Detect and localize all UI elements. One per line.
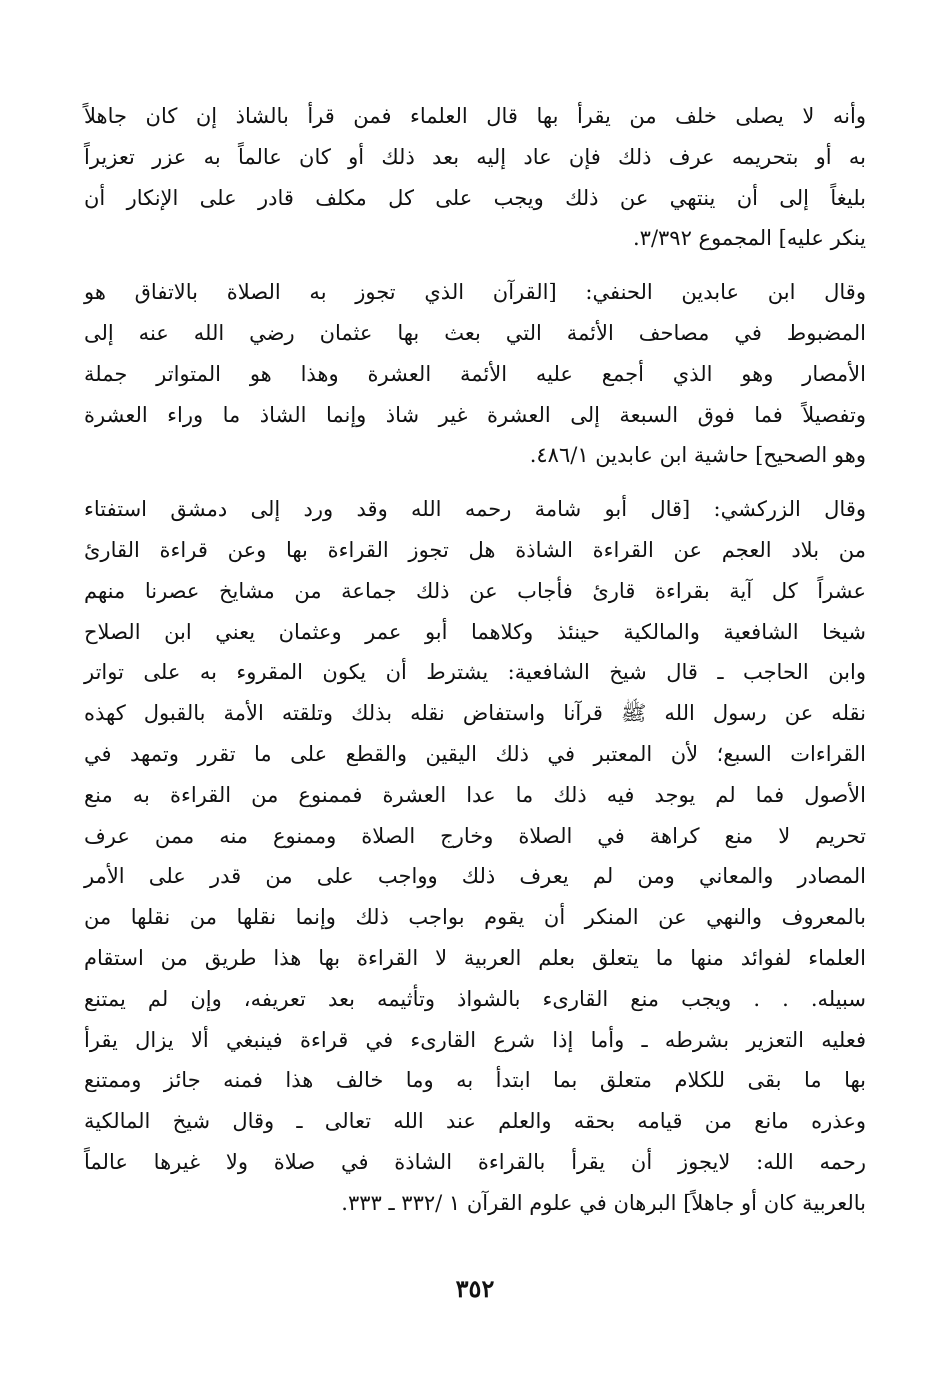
text-line: المضبوط في مصاحف الأئمة التي بعث بها عثمان رضي الله عنه إلى [84,320,866,345]
text-line: رحمه الله: لايجوز أن يقرأ بالقراءة الشاذة في صلاة ولا غيرها عالماً [84,1149,866,1174]
text-line: وابن الحاجب ـ قال شيخ الشافعية: يشترط أن يكون المقروء به على تواتر [84,660,866,685]
text-line: بها ما بقى للكلام متعلق بما ابتدأ به وما خالف هذا فمنه جائز وممتنع [84,1068,866,1093]
paragraph [84,272,866,476]
text-line: القراءات السبع؛ لأن المعتبر في ذلك اليقين والقطع على ما تقرر وتمهد في [84,741,866,766]
text-line: وقال ابن عابدين الحنفي: [القرآن الذي تجوز به الصلاة بالاتفاق هو [84,280,866,305]
page-body [84,96,866,1224]
text-line: الأمصار وهو الذي أجمع عليه الأئمة العشرة وهذا هو المتواتر جملة [84,361,866,386]
text-line: بالمعروف والنهي عن المنكر أن يقوم بواجب ذلك وإنما نقلها من نقلها من [84,905,866,930]
text-line: من بلاد العجم عن القراءة الشاذة هل تجوز القراءة بها وعن قراءة القارئ [84,537,866,562]
text-line: وهو الصحيح] حاشية ابن عابدين ٤٨٦/١. [529,443,866,468]
text-line: بليغاً إلى أن ينتهي عن ذلك ويجب على كل مكلف قادر على الإنكار أن [84,185,866,210]
text-line: وعذره مانع من قيامه بحقه والعلم عند الله تعالى ـ وقال شيخ المالكية [84,1109,866,1134]
text-line: وأنه لا يصلى خلف من يقرأ بها قال العلماء فمن قرأ بالشاذ إن كان جاهلاً [84,104,866,128]
page-number: ٣٥٢ [455,1274,495,1303]
paragraph [84,489,866,1223]
text-line: عشراً كل آية بقراءة قارئ فأجاب عن ذلك جماعة من مشايخ عصرنا منهم [84,578,866,603]
text-line: العلماء لفوائد منها ما يتعلق بعلم العربية لا القراءة بها هذا طريق من استقام [84,945,866,970]
text-line: بالعربية كان أو جاهلاً] البرهان في علوم القرآن ١ /٣٣٢ ـ ٣٣٣. [341,1190,866,1215]
text-line: سبيله. . . ويجب منع القارىء بالشواذ وتأثيمه بعد تعريفه، وإن لم يمتنع [84,986,866,1011]
text-line: به أو بتحريمه عرف ذلك فإن عاد إليه بعد ذلك أو كان عالماً به عزر تعزيراً [84,144,866,169]
text-line: وتفصيلاً فما فوق السبعة إلى العشرة غير شاذ وإنما الشاذ ما وراء العشرة [84,402,866,427]
text-line: فعليه التعزير بشرطه ـ وأما إذا شرع القارىء في قراءة فينبغي ألا يزال يقرأ [84,1027,866,1052]
text-line: نقله عن رسول الله ﷺ قرآنا واستفاض نقله بذلك وتلقته الأمة بالقبول كهذه [84,701,866,726]
text-line: وقال الزركشي: [قال أبو شامة رحمه الله وقد ورد إلى دمشق استفتاء [84,497,866,522]
text-line: شيخا الشافعية والمالكية حينئذ وكلاهما أبو عمر وعثمان يعني ابن الصلاح [84,619,866,644]
paragraph [84,96,866,259]
text-line: المصادر والمعاني ومن لم يعرف ذلك وواجب على من قدر على الأمر [84,864,866,889]
book-page [84,96,866,1386]
text-line: ينكر عليه] المجموع ٣/٣٩٢. [632,226,866,251]
text-line: الأصول فما لم يوجد فيه ذلك ما عدا العشرة فممنوع من القراءة به منع [84,782,866,807]
text-line: تحريم لا منع كراهة في الصلاة وخارج الصلاة وممنوع منه ممن عرف [84,823,866,848]
